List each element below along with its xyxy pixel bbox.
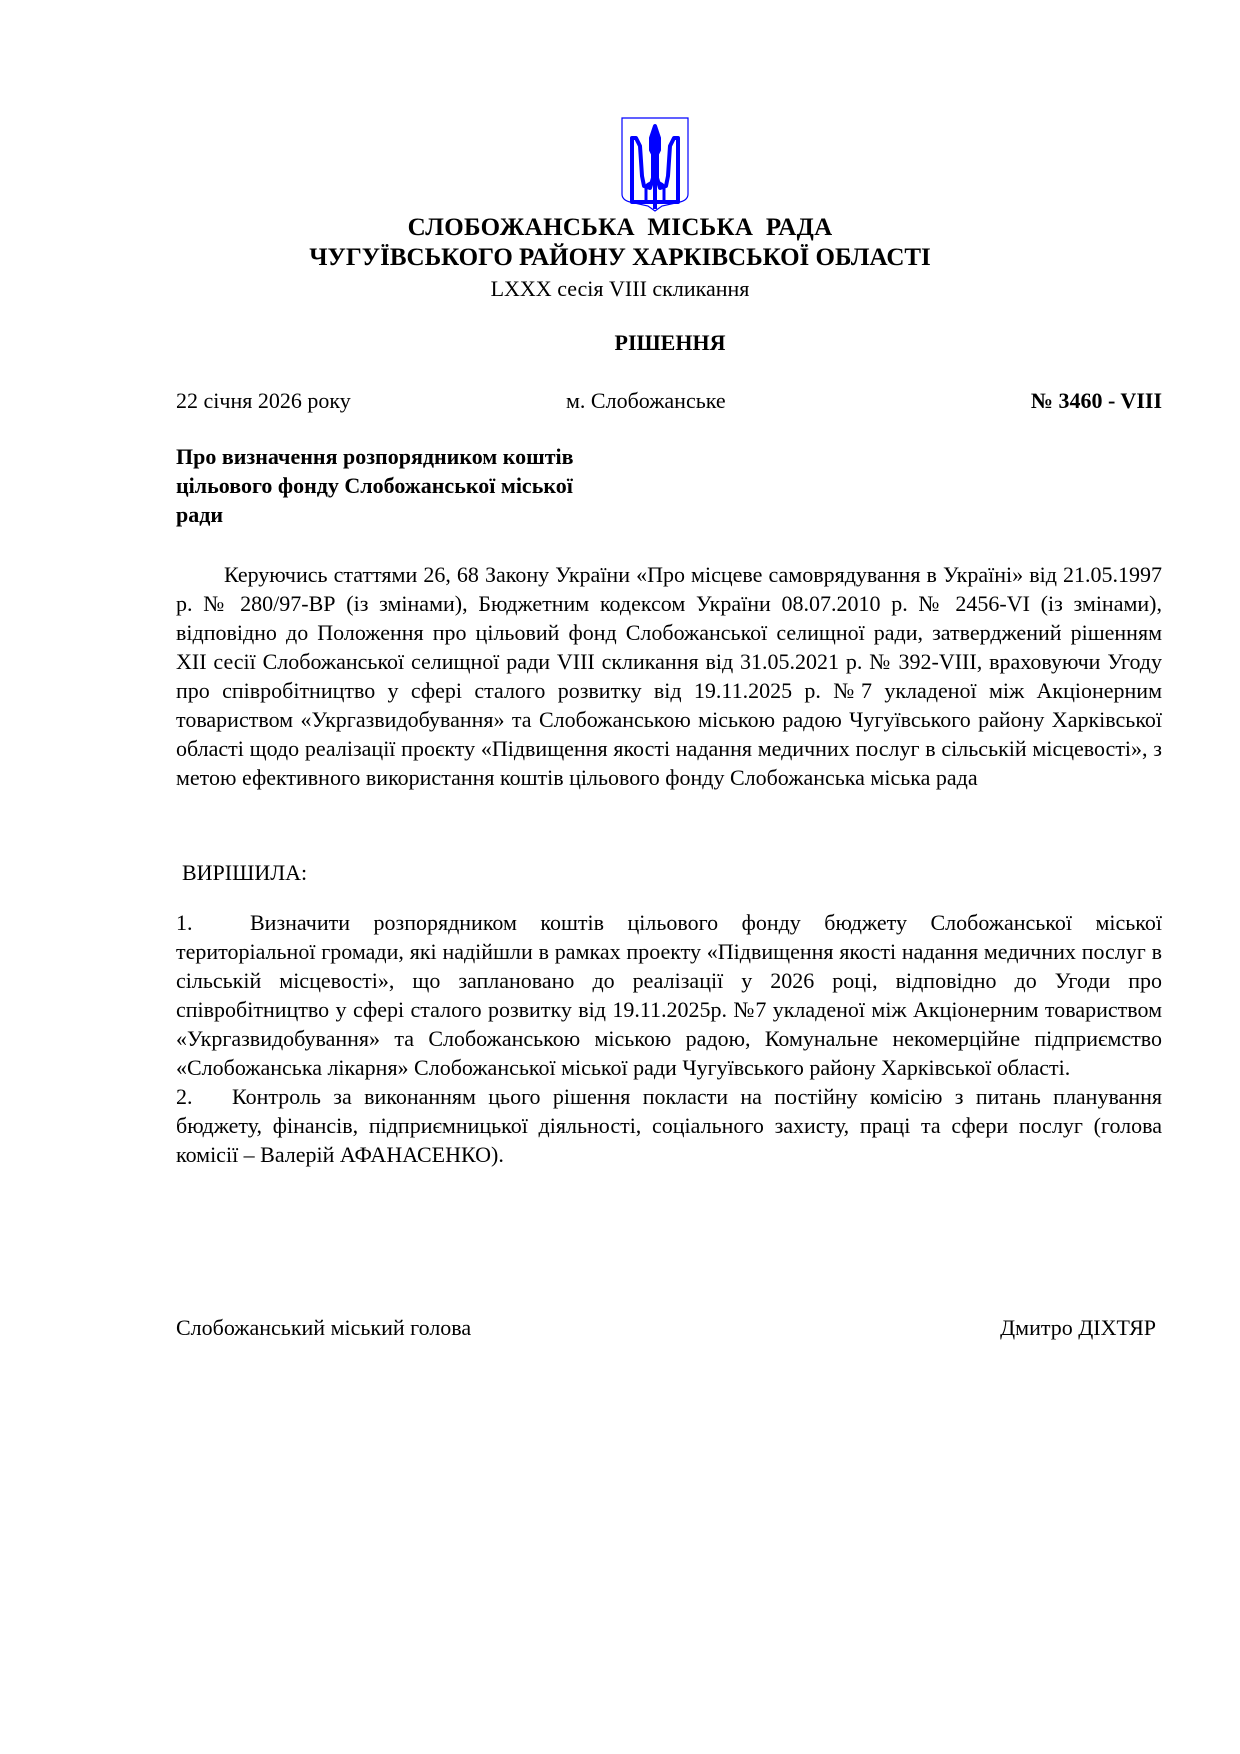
preamble-paragraph: Керуючись статтями 26, 68 Закону України «Про місцеве самоврядування в Україні» від 21.05.1997 р. № 280/97-ВР (із змінами), Бюджетним кодексом України 08.07.2010 р. № 2456-VI (із змінами), відповідно до Положення про цільовий фонд Слобожанської селищної ради, затверджений рішенням XII сесії Слобожанської селищної ради VIII скликання від 31.05.2021 р. № 392-VIII, враховуючи Угоду про співробітництво у сфері сталого розвитку від 19.11.2025 р. №7 укладеної між Акціонерним товариством «Укргазвидобування» та Слобожанською міською радою Чугуївського району Харківської області щодо реалізації проєкту «Підвищення якості надання медичних послуг в сільській місцевості», з метою ефективного використання коштів цільового фонду Слобожанська міська рада <box>176 562 1162 790</box>
item-number: 1. <box>176 910 193 935</box>
district-name: ЧУГУЇВСЬКОГО РАЙОНУ ХАРКІВСЬКОЇ ОБЛАСТІ <box>309 244 931 271</box>
council-name: СЛОБОЖАНСЬКА МІСЬКА РАДА <box>407 214 833 241</box>
document-subject <box>176 442 696 529</box>
signatory-position: Слобожанський міський голова <box>176 1315 472 1340</box>
resolved-label: ВИРІШИЛА: <box>182 860 308 885</box>
resolution-item <box>176 908 1162 1082</box>
coat-of-arms-icon <box>620 116 690 212</box>
document-number: № 3460 - VIII <box>1030 388 1162 413</box>
subject-line: цільового фонду Слобожанської міської <box>176 473 573 498</box>
subject-line: ради <box>176 502 224 527</box>
resolution-items <box>176 908 1162 1169</box>
document-type-title: РІШЕННЯ <box>614 330 726 355</box>
item-text: Контроль за виконанням цього рішення покласти на постійну комісію з питань планування бюджету, фінансів, підприємницької діяльності, соціального захисту, праці та сфери послуг (голова комісії – Валерій АФАНАСЕНКО). <box>176 1084 1162 1167</box>
document-date: 22 січня 2026 року <box>176 388 351 413</box>
signatory-name: Дмитро ДІХТЯР <box>1000 1315 1156 1340</box>
document-place: м. Слобожанське <box>566 388 726 413</box>
resolution-item <box>176 1082 1162 1169</box>
subject-line: Про визначення розпорядником коштів <box>176 444 574 469</box>
session-info: LXXX сесія VIII скликання <box>490 276 750 301</box>
item-text: Визначити розпорядником коштів цільового фонду бюджету Слобожанської міської територіальної громади, які надійшли в рамках проекту «Підвищення якості надання медичних послуг в сільській місцевості», що заплановано до реалізації у 2026 році, відповідно до Угоди про співробітництво у сфері сталого розвитку від 19.11.2025р. №7 укладеної між Акціонерним товариством «Укргазвидобування» та Слобожанською міською радою, Комунальне некомерційне підприємство «Слобожанська лікарня» Слобожанської міської ради Чугуївського району Харківської області. <box>176 910 1162 1080</box>
document-meta-line <box>176 388 1162 418</box>
item-number: 2. <box>176 1084 193 1109</box>
